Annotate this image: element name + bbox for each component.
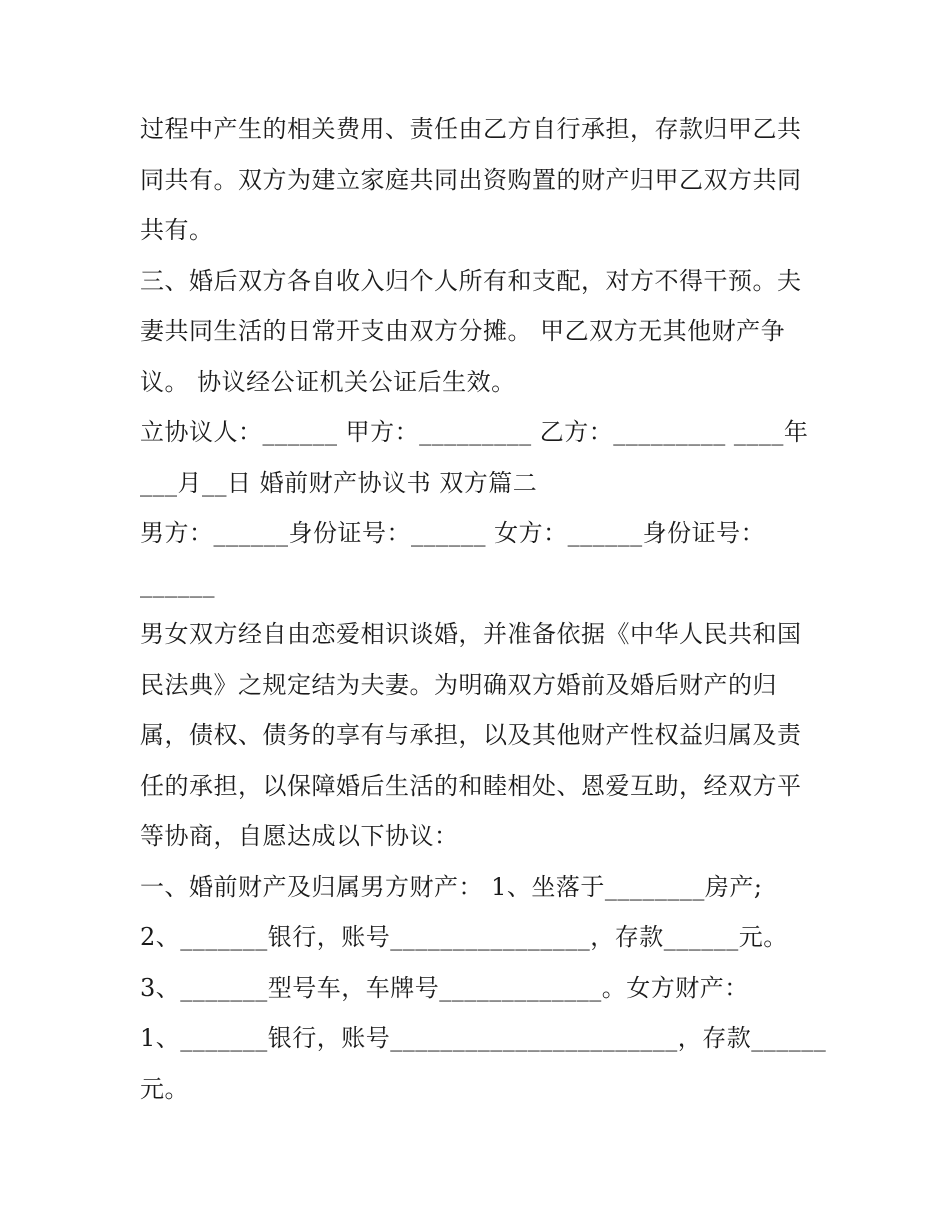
signature-line: 立协议人：______ 甲方：_________ 乙方：_________ ____年 <box>140 418 809 446</box>
text-line: 同共有。双方为建立家庭共同出资购置的财产归甲乙双方共同 <box>140 165 802 194</box>
text-line: 过程中产生的相关费用、责任由乙方自行承担，存款归甲乙共 <box>140 115 802 143</box>
document-page <box>140 104 827 1114</box>
property-line: 一、婚前财产及归属男方财产： 1、坐落于________房产; <box>140 872 763 901</box>
parties-line: 男方：______身份证号：______ 女方：______身份证号： <box>140 519 766 547</box>
date-title-line: ___月__日 婚前财产协议书 双方篇二 <box>140 468 538 497</box>
text-line: 民法典》之规定结为夫妻。为明确双方婚前及婚后财产的归 <box>140 670 777 699</box>
property-line: 1、_______银行，账号_______________________，存款______ <box>140 1024 827 1052</box>
parties-line-cont: ______ <box>140 569 215 598</box>
property-line-cont: 元。 <box>140 1074 189 1103</box>
text-line: 任的承担，以保障婚后生活的和睦相处、恩爱互助，经双方平 <box>140 771 802 800</box>
property-line: 3、_______型号车，车牌号_____________。女方财产： <box>140 973 749 1002</box>
text-line: 等协商，自愿达成以下协议： <box>140 822 459 850</box>
text-line: 妻共同生活的日常开支由双方分摊。 甲乙双方无其他财产争 <box>140 317 786 345</box>
text-line: 男女双方经自由恋爱相识谈婚，并准备依据《中华人民共和国 <box>140 620 802 648</box>
property-line: 2、_______银行，账号________________，存款______元。 <box>140 923 788 951</box>
text-line: 属，债权、债务的享有与承担，以及其他财产性权益归属及责 <box>140 721 802 749</box>
text-line: 共有。 <box>140 216 214 244</box>
text-line: 议。 协议经公证机关公证后生效。 <box>140 367 516 396</box>
text-line: 三、婚后双方各自收入归个人所有和支配，对方不得干预。夫 <box>140 266 802 295</box>
